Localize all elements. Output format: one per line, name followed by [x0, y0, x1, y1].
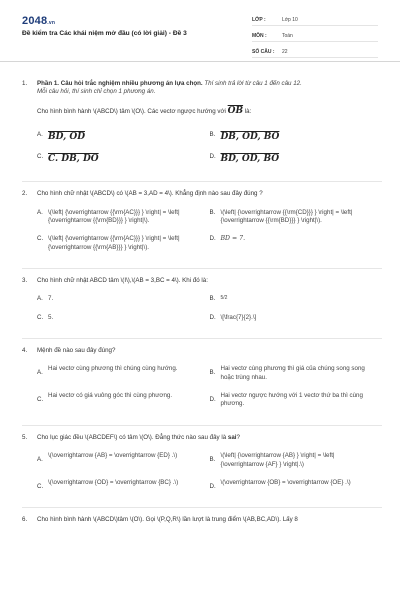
option-text: BD, OD, BO — [220, 154, 280, 164]
divider — [22, 181, 382, 182]
divider — [22, 268, 382, 269]
option-b[interactable]: B. 5/2 — [210, 295, 383, 303]
question-text: Cho hình chữ nhật \(ABCD\) có \(AB = 3,AD = 4\). Khẳng định nào sau đây đúng ? — [37, 190, 263, 198]
option-d[interactable]: D. BD, OD, BO — [210, 153, 383, 165]
option-text: \(\overrightarrow {OB} = \overrightarrow {OE} .\) — [220, 478, 351, 486]
question-text: Cho hình bình hành \(ABCD\)tâm \(O\). Gọi \(P,Q,R\) lần lượt là trung điểm \(AB,BC,AD\). Lấy 8 — [37, 516, 298, 524]
options — [37, 452, 382, 501]
divider — [22, 425, 382, 426]
site-logo[interactable]: 2048.vn — [22, 15, 56, 27]
option-text: Hai vectơ có giá vuông góc thì cùng phương. — [48, 392, 173, 400]
question-text: Mệnh đề nào sau đây đúng? — [37, 347, 116, 355]
option-c[interactable]: C. \(\overrightarrow {OD} = \overrightarrow {BC} .\) — [37, 479, 210, 491]
question-number: 1. — [22, 80, 28, 87]
option-b[interactable]: B. \(\left| {\overrightarrow {{\rm{CD}}} } \right| = \left| {\overrightarrow {{\rm{BD}}} } \right|\). — [210, 209, 383, 226]
option-text: 5/2 — [220, 295, 228, 302]
question-text: Cho hình bình hành \(ABCD\) tâm \(O\). Các vectơ ngược hướng với $\overline{OB}$ là: — [37, 105, 252, 116]
option-b[interactable]: B. DB, OD, BO — [210, 131, 383, 143]
option-d[interactable]: D. Hai vectơ ngược hướng với 1 vectơ thứ ba thì cùng phương. — [210, 392, 383, 409]
question-6 — [22, 516, 382, 524]
option-text: Hai vectơ ngược hướng với 1 vectơ thứ ba thì cùng phương. — [220, 392, 363, 408]
part-instruction: Mỗi câu hỏi, thí sinh chỉ chọn 1 phương án. — [37, 88, 156, 96]
question-4 — [22, 347, 382, 419]
options — [37, 209, 382, 262]
meta-class — [252, 15, 378, 26]
meta-subject-value: Toán — [282, 32, 293, 39]
option-text: 7. — [48, 295, 54, 303]
document-meta — [252, 15, 378, 63]
meta-subject — [252, 31, 378, 42]
option-c[interactable]: C. 5. — [37, 314, 210, 322]
option-text: DB, OD, BO — [220, 131, 280, 142]
question-number: 3. — [22, 276, 28, 284]
option-d[interactable]: D. \[\frac{7}{2}.\] — [210, 314, 383, 322]
option-text: BD, OD — [48, 131, 86, 142]
part-heading: Phần 1. Câu hỏi trắc nghiệm nhiều phương án lựa chọn. Thí sinh trả lời từ câu 1 đến câu 12. — [37, 80, 302, 87]
options — [37, 365, 382, 418]
option-a[interactable]: A. \(\overrightarrow {AB} = \overrightarrow {ED} .\) — [37, 452, 210, 469]
question-2 — [22, 190, 382, 262]
question-5 — [22, 434, 382, 501]
option-a[interactable]: A. \(\left| {\overrightarrow {{\rm{AC}}} } \right| = \left| {\overrightarrow {{\rm{BD}}} } \right|\). — [37, 209, 210, 226]
option-text: \(\left| {\overrightarrow {AB} } \right| = \left| {\overrightarrow {AF} } \right|.\) — [220, 452, 335, 468]
option-b[interactable]: B. Hai vectơ cùng phương thì giá của chúng song song hoặc trùng nhau. — [210, 365, 383, 382]
meta-count-value: 22 — [282, 48, 288, 55]
divider — [22, 338, 382, 339]
meta-subject-label: MÔN : — [252, 32, 267, 39]
question-number: 2. — [22, 190, 28, 198]
option-b[interactable]: B. \(\left| {\overrightarrow {AB} } \right| = \left| {\overrightarrow {AF} } \right|.\) — [210, 452, 383, 469]
meta-class-value: Lớp 10 — [282, 16, 298, 23]
option-text: C. DB, DO — [48, 154, 99, 164]
option-c[interactable]: C. C. DB, DO — [37, 153, 210, 165]
option-d[interactable]: D. \(\overrightarrow {OB} = \overrightarrow {OE} .\) — [210, 479, 383, 491]
vector-ob: $\overline{OB}$ — [227, 105, 244, 116]
questions-list — [22, 80, 382, 525]
option-a[interactable]: A. BD, OD — [37, 131, 210, 143]
meta-count — [252, 47, 378, 58]
option-text: Hai vectơ cùng phương thì giá của chúng song song hoặc trùng nhau. — [220, 365, 365, 381]
question-number: 5. — [22, 433, 28, 441]
option-a[interactable]: A. 7. — [37, 295, 210, 303]
document-header — [0, 0, 400, 62]
question-number: 4. — [22, 347, 28, 355]
option-text: \(\overrightarrow {OD} = \overrightarrow {BC} .\) — [48, 478, 179, 486]
question-number: 6. — [22, 516, 28, 524]
option-text: \[\frac{7}{2}.\] — [220, 313, 257, 321]
option-text: BD = 7. — [220, 235, 246, 243]
option-c[interactable]: C. Hai vectơ có giá vuông góc thì cùng phương. — [37, 392, 210, 409]
option-c[interactable]: C. \(\left| {\overrightarrow {{\rm{AC}}} } \right| = \left| {\overrightarrow {{\rm{AB}}} } \right|\). — [37, 235, 210, 252]
emphasis-sai: sai — [227, 433, 237, 441]
option-text: \(\overrightarrow {AB} = \overrightarrow {ED} .\) — [48, 452, 178, 460]
question-3 — [22, 277, 382, 332]
question-text: Cho lục giác đều \(ABCDEF\) có tâm \(O\). Đẳng thức nào sau đây là sai? — [37, 433, 240, 441]
option-d[interactable]: D. BD = 7. — [210, 235, 383, 252]
option-text: \(\left| {\overrightarrow {{\rm{AC}}} } \right| = \left| {\overrightarrow {{\rm{BD}}} } \right|\). — [48, 208, 180, 224]
options — [37, 131, 382, 175]
document-title: Đề kiểm tra Các khái niệm mở đầu (có lời giải) - Đề 3 — [22, 30, 187, 37]
question-text: Cho hình chữ nhật ABCD tâm \(I\),\(AB = 3,BC = 4\). Khi đó là: — [37, 276, 208, 284]
option-text: \(\left| {\overrightarrow {{\rm{AC}}} } \right| = \left| {\overrightarrow {{\rm{AB}}} } \right|\). — [48, 235, 180, 251]
options — [37, 295, 382, 332]
option-text: \(\left| {\overrightarrow {{\rm{CD}}} } \right| = \left| {\overrightarrow {{\rm{BD}}} } \right|\). — [220, 208, 353, 224]
question-1 — [22, 80, 382, 175]
option-text: 5. — [48, 313, 54, 321]
divider — [22, 507, 382, 508]
meta-count-label: SỐ CÂU : — [252, 48, 275, 55]
option-text: Hai vectơ cùng phương thì chúng cùng hướng. — [48, 365, 178, 373]
option-a[interactable]: A. Hai vectơ cùng phương thì chúng cùng hướng. — [37, 365, 210, 382]
meta-class-label: LỚP : — [252, 16, 266, 23]
